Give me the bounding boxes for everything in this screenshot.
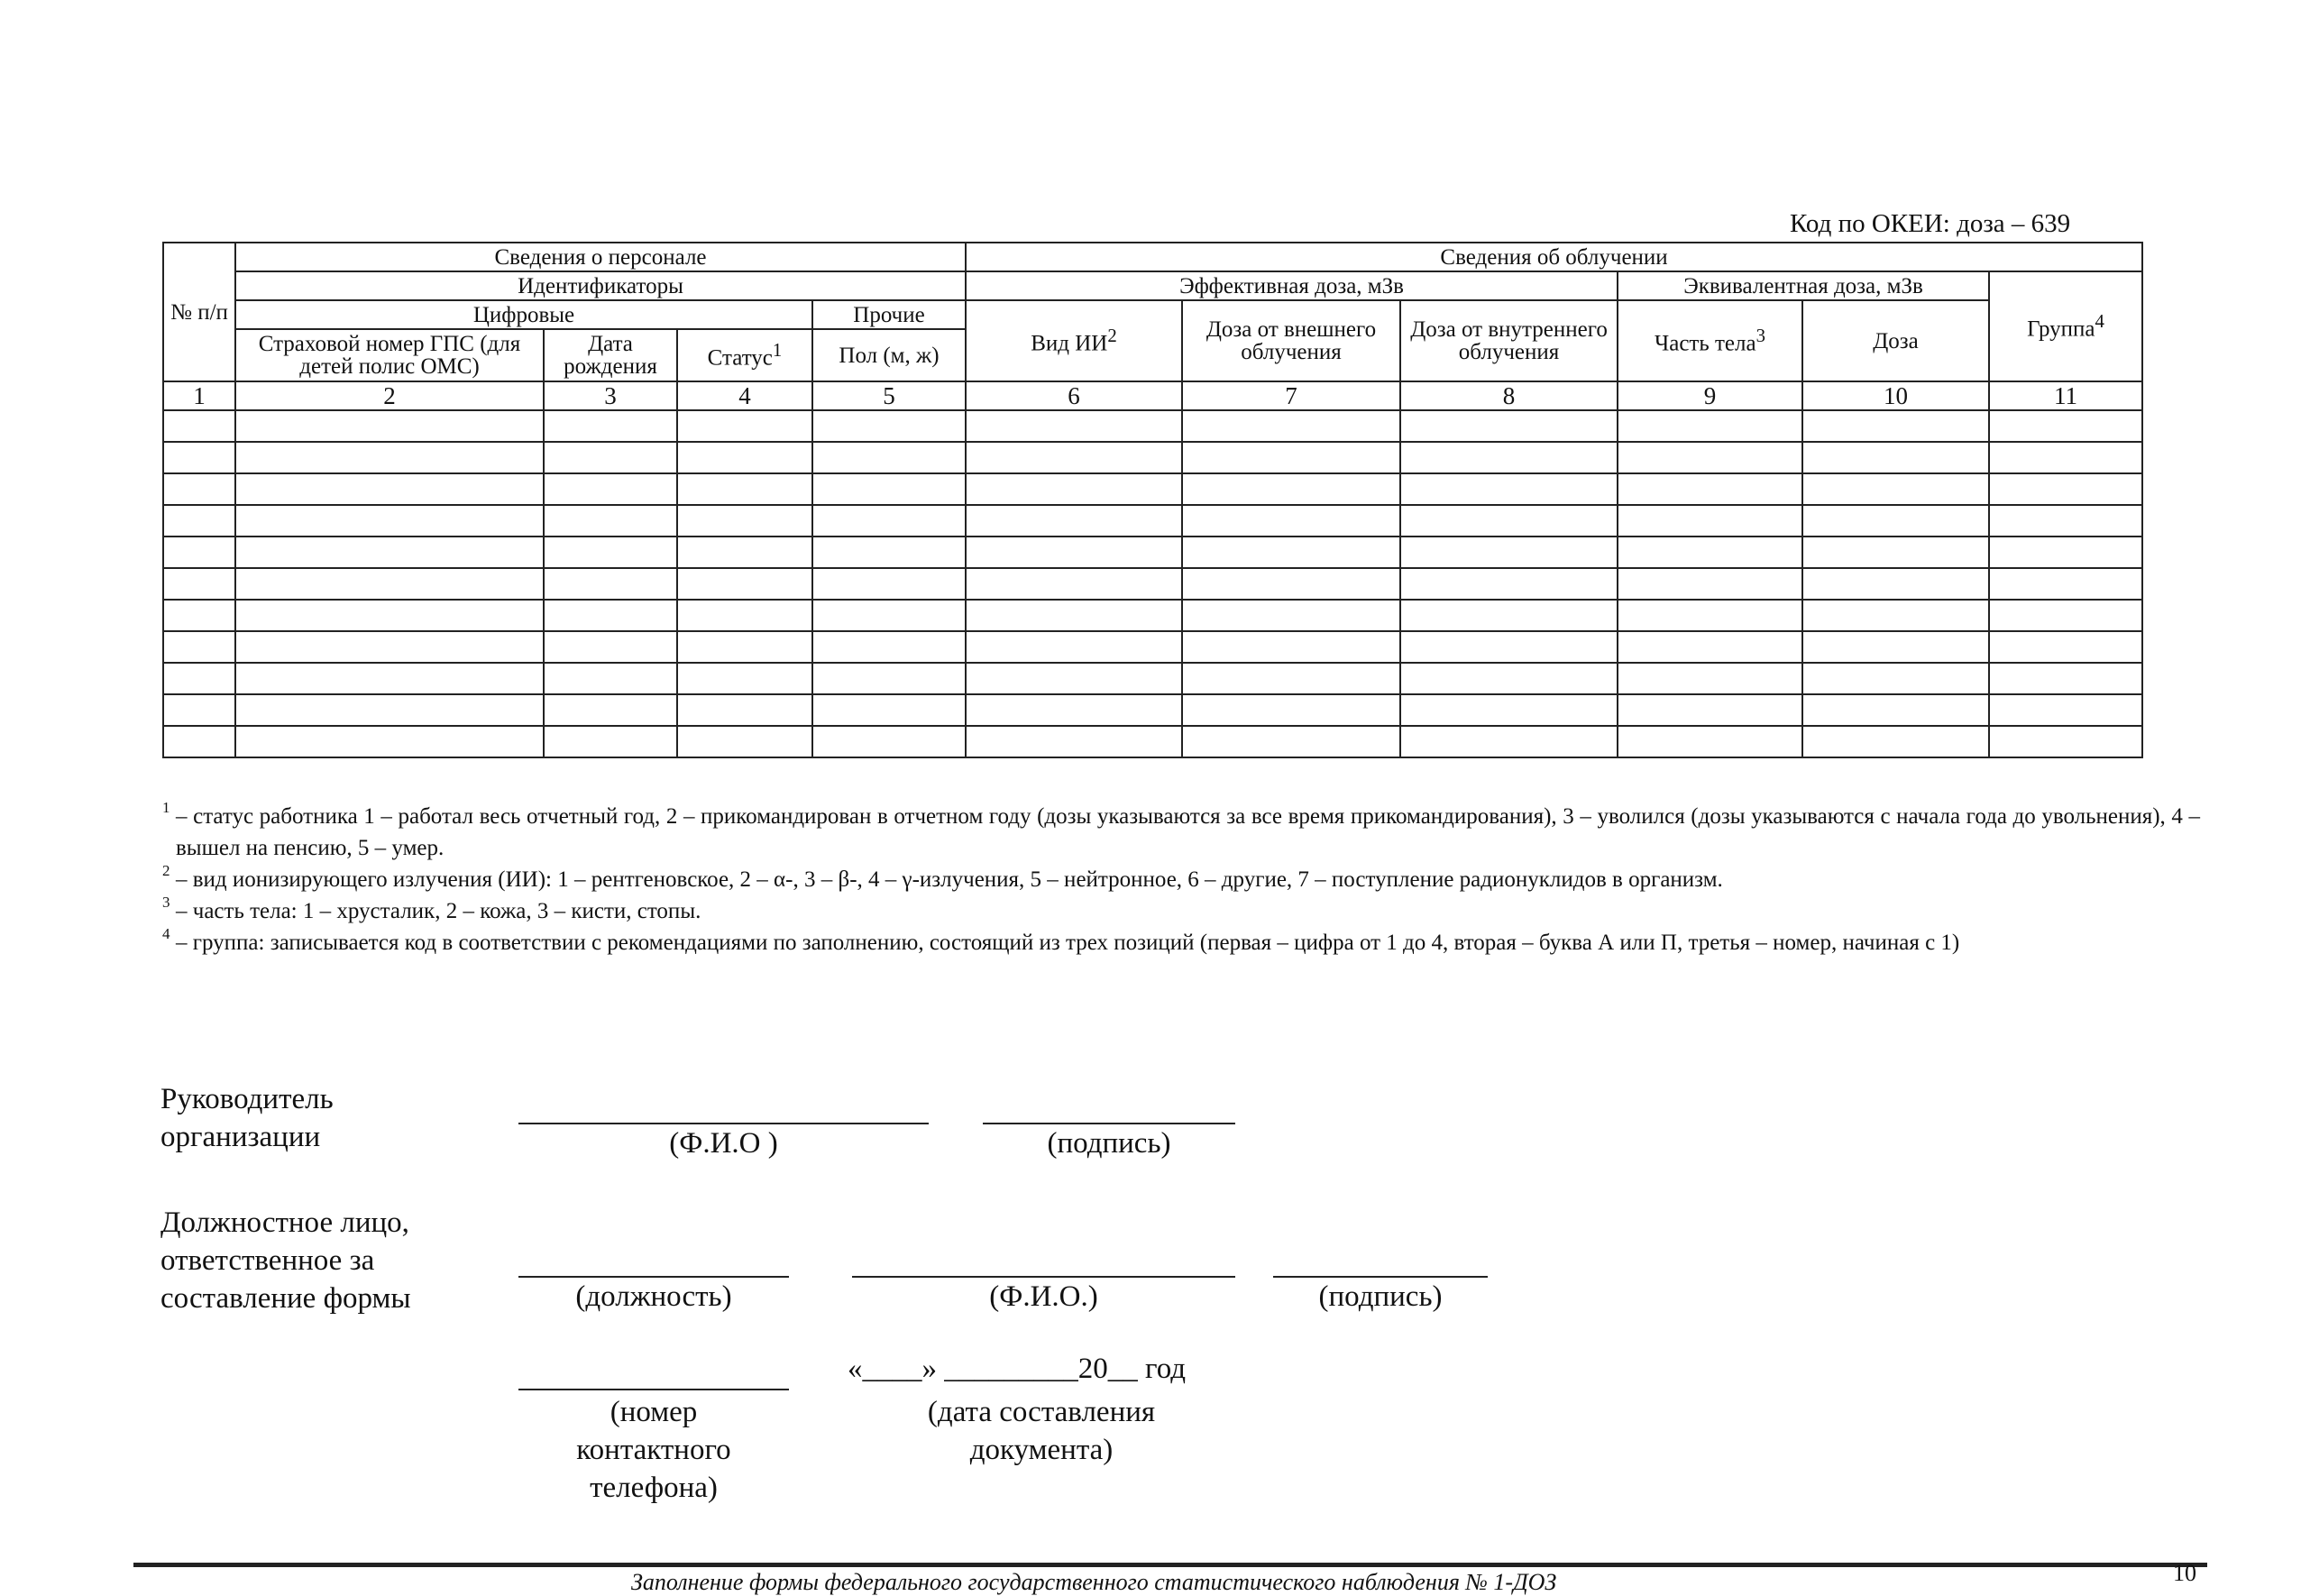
table-cell[interactable] (1400, 537, 1618, 568)
table-cell[interactable] (1989, 663, 2142, 694)
footnote-status: 1 – статус работника 1 – работал весь отчетный год, 2 – прикомандирован в отчетном году (дозы указываются за все время прикомандирования), 3 – уволился (дозы указываются с начала года до увольнения), 4 – вышел на пенсию, 5 – умер. (162, 799, 2200, 860)
table-cell[interactable] (812, 505, 966, 537)
table-cell[interactable] (1618, 410, 1802, 442)
head-signature-line[interactable] (983, 1123, 1235, 1124)
table-cell[interactable] (1989, 600, 2142, 631)
table-cell[interactable] (1802, 505, 1989, 537)
official-label: Должностное лицо, ответственное за составление формы (160, 1206, 411, 1315)
external-dose-header: Доза от внешнего облучения (1182, 300, 1400, 381)
table-cell[interactable] (235, 600, 544, 631)
table-cell[interactable] (163, 694, 235, 726)
dose-register-table (162, 242, 2143, 758)
official-signature-line[interactable] (1273, 1276, 1488, 1278)
table-cell[interactable] (1182, 473, 1400, 505)
table-cell[interactable] (235, 473, 544, 505)
phone-line[interactable] (518, 1389, 789, 1390)
column-number: 3 (544, 381, 677, 410)
table-cell[interactable] (1400, 694, 1618, 726)
official-signature-caption: (подпись) (1318, 1280, 1443, 1313)
table-cell[interactable] (1618, 505, 1802, 537)
table-cell[interactable] (544, 694, 677, 726)
table-cell[interactable] (235, 537, 544, 568)
column-number: 9 (1618, 381, 1802, 410)
table-cell[interactable] (1400, 568, 1618, 600)
table-cell[interactable] (812, 537, 966, 568)
table-cell[interactable] (544, 631, 677, 663)
table-cell[interactable] (544, 442, 677, 473)
table-cell[interactable] (1802, 410, 1989, 442)
effective-dose-header: Эффективная доза, мЗв (966, 271, 1618, 300)
table-cell[interactable] (544, 663, 677, 694)
table-cell[interactable] (1400, 663, 1618, 694)
blank-rows (163, 410, 2142, 757)
table-cell[interactable] (1802, 600, 1989, 631)
table-cell[interactable] (812, 663, 966, 694)
table-row (163, 631, 2142, 663)
table-cell[interactable] (966, 631, 1182, 663)
table-row (163, 410, 2142, 442)
footnote-radiation-type: 2 – вид ионизирующего излучения (ИИ): 1 – рентгеновское, 2 – α-, 3 – β-, 4 – γ-излучения, 5 – нейтронное, 6 – другие, 7 – поступление радионуклидов в организм. (162, 862, 1723, 892)
table-cell[interactable] (235, 631, 544, 663)
table-cell[interactable] (966, 726, 1182, 757)
table-cell[interactable] (235, 663, 544, 694)
table-cell[interactable] (1182, 631, 1400, 663)
table-cell[interactable] (966, 694, 1182, 726)
table-cell[interactable] (163, 505, 235, 537)
table-cell[interactable] (677, 631, 812, 663)
table-cell[interactable] (1400, 505, 1618, 537)
table-row (163, 726, 2142, 757)
table-cell[interactable] (677, 568, 812, 600)
head-fio-line[interactable] (518, 1123, 929, 1124)
table-cell[interactable] (966, 410, 1182, 442)
table-cell[interactable] (966, 568, 1182, 600)
table-cell[interactable] (544, 600, 677, 631)
table-cell[interactable] (1400, 631, 1618, 663)
table-cell[interactable] (1802, 663, 1989, 694)
table-cell[interactable] (677, 505, 812, 537)
dose-header: Доза (1802, 300, 1989, 381)
official-position-caption: (должность) (575, 1280, 732, 1313)
table-cell[interactable] (544, 410, 677, 442)
table-cell[interactable] (1802, 442, 1989, 473)
table-cell[interactable] (966, 473, 1182, 505)
footer-text: Заполнение формы федерального государственного статистического наблюдения № 1-ДОЗ (631, 1569, 1557, 1595)
table-cell[interactable] (812, 410, 966, 442)
table-cell[interactable] (812, 726, 966, 757)
insurance-number-header: Страховой номер ГПС (для детей полис ОМС) (235, 329, 544, 381)
table-cell[interactable] (1618, 568, 1802, 600)
table-cell[interactable] (235, 568, 544, 600)
table-cell[interactable] (1618, 726, 1802, 757)
table-cell[interactable] (1618, 694, 1802, 726)
personnel-group-header: Сведения о персонале (235, 243, 966, 271)
column-number: 8 (1400, 381, 1618, 410)
col-number-header: № п/п (163, 243, 235, 381)
table-cell[interactable] (677, 473, 812, 505)
table-cell[interactable] (163, 410, 235, 442)
table-cell[interactable] (1182, 726, 1400, 757)
column-number: 5 (812, 381, 966, 410)
table-cell[interactable] (163, 442, 235, 473)
table-row (163, 694, 2142, 726)
table-cell[interactable] (544, 505, 677, 537)
table-cell[interactable] (966, 537, 1182, 568)
group-col-header: Группа$^4$ (1989, 271, 2142, 381)
table-cell[interactable] (966, 442, 1182, 473)
column-number: 7 (1182, 381, 1400, 410)
column-number: 10 (1802, 381, 1989, 410)
table-row (163, 442, 2142, 473)
footnote-body-part: 3 – часть тела: 1 – хрусталик, 2 – кожа, 3 – кисти, стопы. (162, 894, 701, 923)
table-cell[interactable] (1182, 505, 1400, 537)
table-cell[interactable] (812, 473, 966, 505)
sex-header: Пол (м, ж) (812, 329, 966, 381)
table-cell[interactable] (1989, 726, 2142, 757)
phone-caption: (номер контактного телефона) (576, 1396, 731, 1504)
table-cell[interactable] (1989, 473, 2142, 505)
table-cell[interactable] (1802, 568, 1989, 600)
table-cell[interactable] (1989, 505, 2142, 537)
okei-code: Код по ОКЕИ: доза – 639 (1790, 209, 2071, 238)
table-cell[interactable] (1989, 568, 2142, 600)
official-position-line[interactable] (518, 1276, 789, 1278)
table-cell[interactable] (235, 505, 544, 537)
official-fio-caption: (Ф.И.О.) (989, 1280, 1098, 1313)
table-cell[interactable] (677, 663, 812, 694)
table-cell[interactable] (1989, 631, 2142, 663)
table-cell[interactable] (1989, 694, 2142, 726)
table-cell[interactable] (1182, 600, 1400, 631)
column-number: 6 (966, 381, 1182, 410)
table-cell[interactable] (235, 694, 544, 726)
table-cell[interactable] (1182, 663, 1400, 694)
head-fio-caption: (Ф.И.О ) (669, 1127, 778, 1160)
table-cell[interactable] (544, 726, 677, 757)
other-header: Прочие (812, 300, 966, 329)
table-cell[interactable] (1802, 694, 1989, 726)
equivalent-dose-header: Эквивалентная доза, мЗв (1618, 271, 1989, 300)
page-number: 10 (2173, 1560, 2196, 1586)
column-number: 4 (677, 381, 812, 410)
table-cell[interactable] (677, 726, 812, 757)
footnote-group: 4 – группа: записывается код в соответствии с рекомендациями по заполнению, состоящий из трех позиций (первая – цифра от 1 до 4, вторая – буква А или П, третья – номер, начиная с 1) (162, 925, 1960, 955)
table-cell[interactable] (677, 537, 812, 568)
table-cell[interactable] (812, 631, 966, 663)
table-row (163, 505, 2142, 537)
table-cell[interactable] (163, 663, 235, 694)
table-cell[interactable] (1618, 473, 1802, 505)
footnotes (135, 801, 2200, 959)
table-cell[interactable] (812, 442, 966, 473)
table-cell[interactable] (966, 663, 1182, 694)
table-cell[interactable] (1618, 631, 1802, 663)
internal-dose-header: Доза от внутреннего облучения (1400, 300, 1618, 381)
table-cell[interactable] (1618, 663, 1802, 694)
status-header: Статус$^1$ (677, 329, 812, 381)
table-cell[interactable] (677, 600, 812, 631)
column-number: 1 (163, 381, 235, 410)
table-cell[interactable] (163, 537, 235, 568)
table-cell[interactable] (1182, 410, 1400, 442)
table-cell[interactable] (1400, 473, 1618, 505)
table-cell[interactable] (544, 473, 677, 505)
table-cell[interactable] (163, 726, 235, 757)
table-cell[interactable] (163, 600, 235, 631)
exposure-group-header: Сведения об облучении (966, 243, 2142, 271)
birth-date-header: Дата рождения (544, 329, 677, 381)
radiation-type-header: Вид $ИИ^2$ (966, 300, 1182, 381)
table-cell[interactable] (1618, 600, 1802, 631)
table-cell[interactable] (163, 568, 235, 600)
table-cell[interactable] (1989, 410, 2142, 442)
table-cell[interactable] (1400, 600, 1618, 631)
table-cell[interactable] (1182, 568, 1400, 600)
table-cell[interactable] (1618, 537, 1802, 568)
table-row (163, 568, 2142, 600)
table-cell[interactable] (163, 631, 235, 663)
table-cell[interactable] (1802, 631, 1989, 663)
table-cell[interactable] (812, 568, 966, 600)
table-cell[interactable] (1802, 473, 1989, 505)
table-cell[interactable] (1802, 726, 1989, 757)
table-cell[interactable] (966, 505, 1182, 537)
column-number: 2 (235, 381, 544, 410)
table-row (163, 473, 2142, 505)
table-cell[interactable] (235, 410, 544, 442)
table-cell[interactable] (1182, 442, 1400, 473)
table-cell[interactable] (235, 726, 544, 757)
table-cell[interactable] (812, 600, 966, 631)
table-row (163, 600, 2142, 631)
table-cell[interactable] (163, 473, 235, 505)
column-number-row (163, 381, 2142, 410)
table-cell[interactable] (1182, 694, 1400, 726)
head-label: Руководитель организации (160, 1083, 334, 1153)
identifiers-header: Идентификаторы (235, 271, 966, 300)
column-number: 11 (1989, 381, 2142, 410)
table-cell[interactable] (544, 568, 677, 600)
table-cell[interactable] (1400, 410, 1618, 442)
document-date-field[interactable]: «____» _________20__ год (848, 1353, 1187, 1385)
table-cell[interactable] (677, 410, 812, 442)
table-cell[interactable] (1989, 537, 2142, 568)
table-cell[interactable] (544, 537, 677, 568)
table-cell[interactable] (235, 442, 544, 473)
footer-rule (133, 1563, 2207, 1567)
body-part-header: Часть тела$^3$ (1618, 300, 1802, 381)
table-cell[interactable] (1400, 726, 1618, 757)
table-row (163, 663, 2142, 694)
table-cell[interactable] (812, 694, 966, 726)
table-cell[interactable] (1400, 442, 1618, 473)
digital-header: Цифровые (235, 300, 812, 329)
table-cell[interactable] (677, 694, 812, 726)
table-cell[interactable] (966, 600, 1182, 631)
document-date-caption: (дата составления документа) (927, 1396, 1156, 1466)
official-fio-line[interactable] (852, 1276, 1235, 1278)
table-cell[interactable] (1989, 442, 2142, 473)
table-cell[interactable] (1182, 537, 1400, 568)
table-cell[interactable] (677, 442, 812, 473)
table-cell[interactable] (1618, 442, 1802, 473)
table-row (163, 537, 2142, 568)
table-cell[interactable] (1802, 537, 1989, 568)
head-signature-caption: (подпись) (1047, 1127, 1171, 1160)
